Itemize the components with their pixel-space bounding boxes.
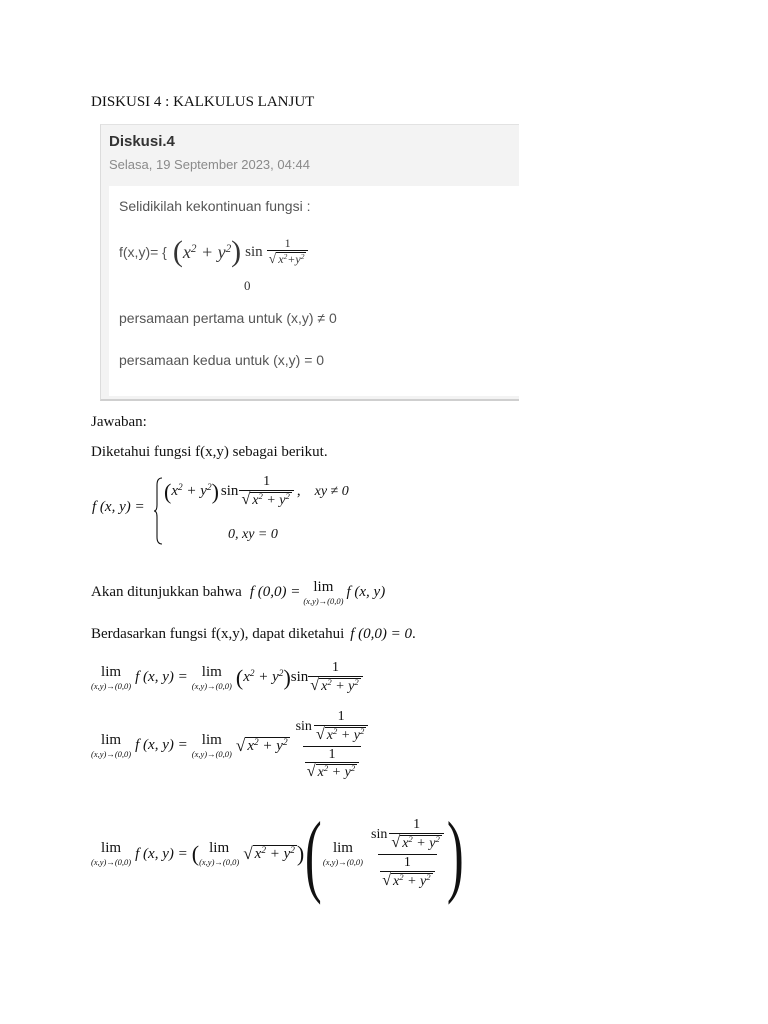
fxy-label: f(x,y)= {	[119, 244, 167, 260]
limit-operator: lim (x,y)→(0,0)	[303, 579, 344, 606]
case-one-condition: xy ≠ 0	[314, 483, 349, 499]
discussion-body	[109, 186, 519, 396]
left-brace-icon	[153, 477, 163, 545]
discussion-title: Diskusi.4	[109, 133, 175, 150]
big-open-paren: (	[305, 803, 322, 905]
discussion-zero: 0	[244, 278, 251, 293]
jawaban-label: Jawaban:	[91, 414, 147, 430]
big-close-paren: )	[446, 803, 464, 905]
case-two: 0, xy = 0	[228, 527, 278, 542]
derivation-line-2: lim (x,y)→(0,0) f (x, y) = lim (x,y)→(0,0) √ $x^2 + y^2$ sin 1 √ $x^2 + y^2$ 1 √ $x^2 + y^2$	[91, 710, 370, 782]
sin-text: sin	[220, 483, 239, 500]
case-one: ( $x^2 + y^2$ ) sin 1 √ $x^2 + y^2$ , xy ≠ 0	[164, 474, 349, 508]
berdasarkan-text: Berdasarkan fungsi f(x,y), dapat diketahui	[91, 626, 345, 642]
fraction	[267, 237, 309, 266]
discussion-eq1: persamaan pertama untuk (x,y) ≠ 0	[119, 310, 337, 326]
goal-text: Akan ditunjukkan bahwa	[91, 584, 242, 601]
fraction-numerator: 1	[284, 236, 291, 251]
discussion-date: Selasa, 19 September 2023, 04:44	[109, 157, 310, 172]
document-title: DISKUSI 4 : KALKULUS LANJUT	[91, 94, 315, 110]
statement-f00: Berdasarkan fungsi f(x,y), dapat diketahui f (0,0) = 0 .	[91, 626, 416, 642]
discussion-eq2: persamaan kedua untuk (x,y) = 0	[119, 352, 325, 368]
f00-value: f (0,0) = 0	[350, 626, 413, 642]
sin-text: sin	[245, 243, 263, 260]
discussion-screenshot	[100, 124, 519, 401]
x2-plus-y2: $x^2 + y^2$	[182, 241, 232, 262]
piecewise-lhs: f (x, y) =	[92, 499, 145, 515]
intro-text: Diketahui fungsi f(x,y) sebagai berikut.	[91, 444, 328, 460]
derivation-line-3: lim (x,y)→(0,0) f (x, y) = ( lim (x,y)→(0,0) √ $x^2 + y^2$ ) ( lim (x,y)→(0,0) sin 1 √ $x^2 + y^2$ 1 √ $x^2 + y^2$ )	[91, 803, 464, 905]
discussion-prompt: Selidikilah kekontinuan fungsi :	[119, 198, 311, 214]
derivation-line-1: lim (x,y)→(0,0) f (x, y) = lim (x,y)→(0,0) ( $x^2 + y^2$ ) sin 1 √ $x^2 + y^2$	[91, 661, 363, 695]
close-paren: )	[231, 235, 242, 268]
piecewise-definition	[92, 475, 392, 547]
fraction-denominator: √ $x^2+y^2$	[267, 250, 309, 267]
case-one-fraction: 1 √ $x^2 + y^2$	[239, 475, 293, 509]
discussion-function	[119, 230, 308, 274]
open-paren: (	[172, 235, 183, 268]
statement-goal: Akan ditunjukkan bahwa f (0,0) = lim (x,y)→(0,0) f (x, y)	[91, 579, 386, 606]
